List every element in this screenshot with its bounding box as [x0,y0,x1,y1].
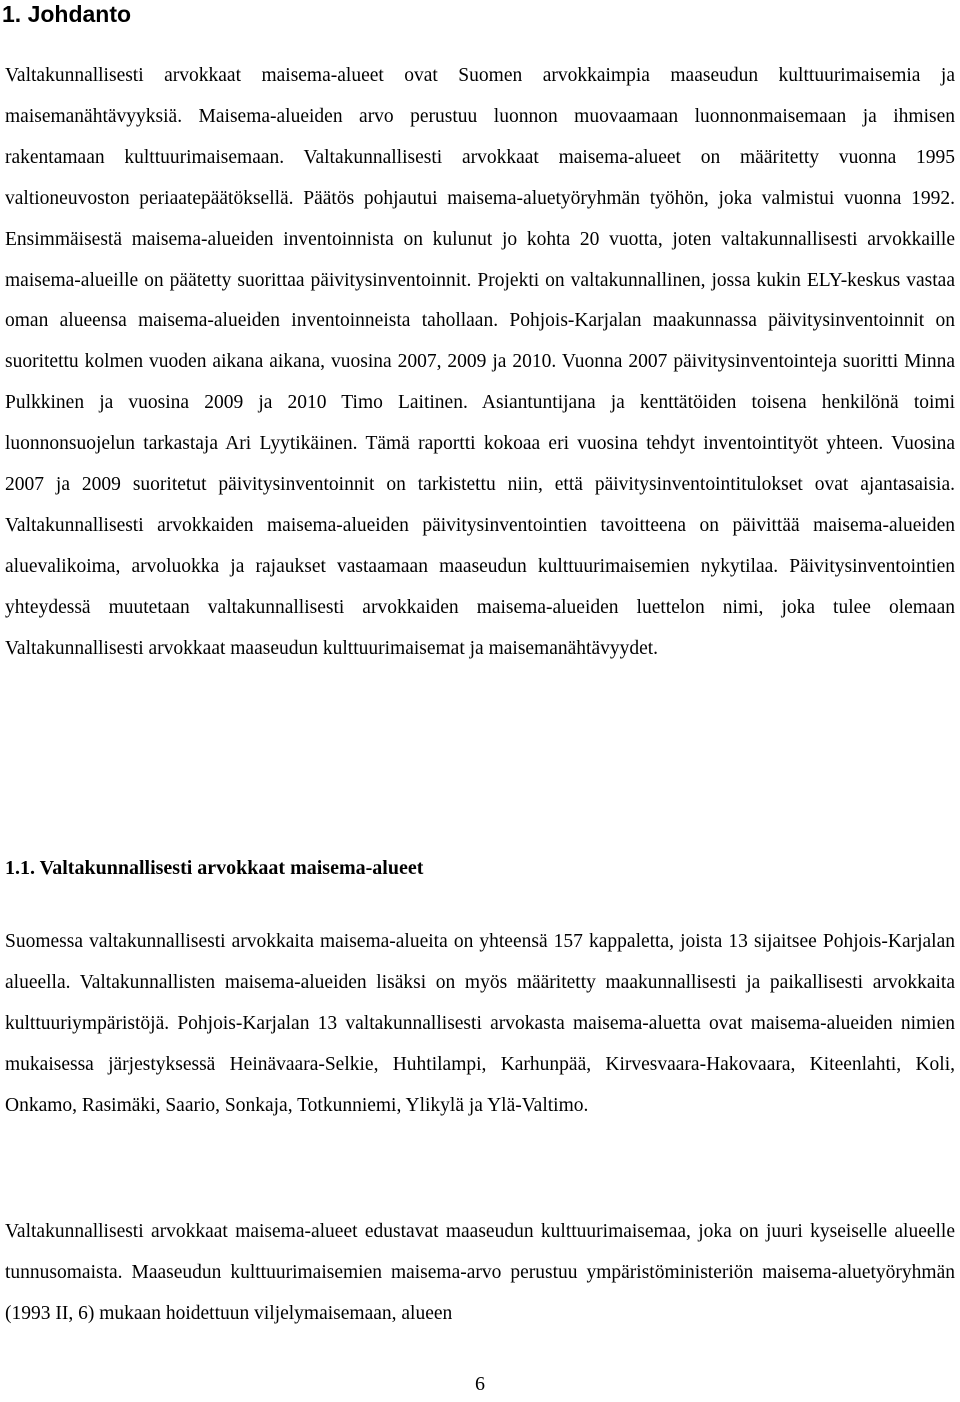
page-number: 6 [475,1373,485,1395]
section-heading: 1.1. Valtakunnallisesti arvokkaat maisema-alueet [5,857,424,879]
chapter-heading: 1. Johdanto [2,1,132,27]
section-paragraph-2: Valtakunnallisesti arvokkaat maisema-alueet edustavat maaseudun kulttuurimaisemaa, joka on juuri kyseiselle alueelle tunnusomaista. Maaseudun kulttuurimaisemien maisema-arvo perustuu ympäristöministeriön maisema-aluetyöryhmän (1993 II, 6) mukaan hoidettuun viljelymaisemaan, alueen [5,1221,955,1324]
intro-paragraph: Valtakunnallisesti arvokkaat maisema-alueet ovat Suomen arvokkaimpia maaseudun kulttuurimaisemia ja maisemanähtävyyksiä. Maisema-alueiden arvo perustuu luonnon muovaamaan luonnonmaisemaan ja ihmisen rakentamaan kulttuurimaisemaan. Valtakunnallisesti arvokkaat maisema-alueet on määritetty vuonna 1995 valtioneuvoston periaatepäätöksellä. Päätös pohjautui maisema-aluetyöryhmän työhön, joka valmistui vuonna 1992. Ensimmäisestä maisema-alueiden inventoinnista on kulunut jo kohta 20 vuotta, joten valtakunnallisesti arvokkaille maisema-alueille on päätetty suorittaa päivitysinventoinnit. Projekti on valtakunnallinen, jossa kukin ELY-keskus vastaa oman alueensa maisema-alueiden inventoinneista tahollaan. Pohjois-Karjalan maakunnassa päivitysinventoinnit on suoritettu kolmen vuoden aikana aikana, vuosina 2007, 2009 ja 2010. Vuonna 2007 päivitysinventointeja suoritti Minna Pulkkinen ja vuosina 2009 ja 2010 Timo Laitinen. Asiantuntijana ja kenttätöiden toisena henkilönä toimi luonnonsuojelun tarkastaja Ari Lyytikäinen. Tämä raportti kokoaa eri vuosina tehdyt inventointityöt yhteen. Vuosina 2007 ja 2009 suoritetut päivitysinventoinnit on tarkistettu niin, että päivitysinventointitulokset ovat ajantasaisia. Valtakunnallisesti arvokkaiden maisema-alueiden päivitysinventointien tavoitteena on päivittää maisema-alueiden aluevalikoima, arvoluokka ja rajaukset vastaamaan maaseudun kulttuurimaisemien nykytilaa. Päivitysinventointien yhteydessä muutetaan valtakunnallisesti arvokkaiden maisema-alueiden luettelon nimi, joka tulee olemaan Valtakunnallisesti arvokkaat maaseudun kulttuurimaisemat ja maisemanähtävyydet. [5,65,955,659]
section-paragraph-1: Suomessa valtakunnallisesti arvokkaita maisema-alueita on yhteensä 157 kappaletta, joista 13 sijaitsee Pohjois-Karjalan alueella. Valtakunnallisten maisema-alueiden lisäksi on myös määritetty maakunnallisesti ja paikallisesti arvokkaita kulttuuriympäristöjä. Pohjois-Karjalan 13 valtakunnallisesti arvokasta maisema-aluetta ovat maisema-alueiden nimien mukaisessa järjestyksessä Heinävaara-Selkie, Huhtilampi, Karhunpää, Kirvesvaara-Hakovaara, Kiteenlahti, Koli, Onkamo, Rasimäki, Saario, Sonkaja, Totkunniemi, Ylikylä ja Ylä-Valtimo. [5,931,955,1116]
